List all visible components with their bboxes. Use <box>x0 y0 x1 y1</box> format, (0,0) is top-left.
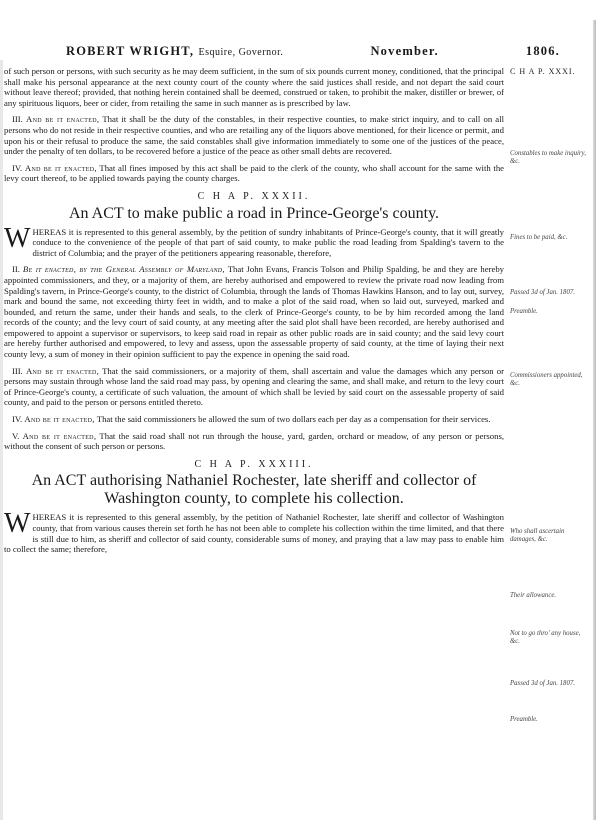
section-iii-damages <box>4 366 504 408</box>
main-text-column <box>4 66 504 561</box>
enacting-clause: And be it enacted, <box>26 114 100 125</box>
section-text: That the said road shall not run through the house, yard, garden, orchard or meadow, of any person or persons, without the consent of such person or persons. <box>4 430 504 452</box>
section-text: That it shall be the duty of the constables, in their respective counties, to make strict inquiry, and to call on all persons who do not reside in their respective counties, and who are retailing any of the liquors above mentioned, for their licence or permit, and upon his or their refusal to produce the same, the said constables shall give information immediately to some one of the justices of the peace, under the penalty of ten dollars, to be recovered before a justice of the peace as other small debts are recovered. <box>4 114 504 157</box>
margin-note-fines: Fines to be paid, &c. <box>510 234 568 241</box>
drop-cap: W <box>4 508 31 540</box>
header-month: November. <box>370 44 439 58</box>
act-title-xxxiii: An ACT authorising Nathaniel Rochester, late sheriff and collector of Washington county, to complete his collection. <box>31 472 477 508</box>
margin-note-not-to-go: Not to go thro' any house, &c. <box>510 630 581 645</box>
section-number: V. <box>12 430 20 441</box>
running-head <box>66 44 560 59</box>
section-number: II. <box>12 264 20 275</box>
margin-note-preamble-xxxii: Preamble. <box>510 308 538 315</box>
margin-note-allowance: Their allowance. <box>510 592 557 599</box>
section-text: That all fines imposed by this act shall be paid to the clerk of the county, who shall account for the same with the levy court thereof, to be applied towards paying the county charges. <box>4 162 505 184</box>
margin-note-constables: Constables to make inquiry, &c. <box>510 150 586 165</box>
enacting-clause: And be it enacted, <box>22 430 97 441</box>
enacting-clause: And be it enacted, <box>25 365 100 376</box>
preamble-text: HEREAS it is represented to this general assembly, by the petition of sundry inhabitants of Prince-George's county, that it will greatly conduce to the convenience of the people of that part of said county, to make public the road leading from Spalding's tavern to the district of Columbia; and the prayer of the petitioners appearing reasonable, therefore, <box>32 226 504 258</box>
header-year: 1806. <box>525 44 560 58</box>
section-text: That the said commissioners be allowed the sum of two dollars each per day as a compensation for their services. <box>96 414 491 425</box>
preamble-text: HEREAS it is represented to this general assembly, by the petition of Nathaniel Rochester, late sheriff and collector of Washington county, that from various causes therein set forth he has not been able to complete his collection within the time limited, and that there is still due to him, as sheriff and collector of said county, considerable sums of money, and praying that a law may pass to enable him to collect the same; therefore, <box>4 512 504 555</box>
margin-note-preamble-xxxiii: Preamble. <box>510 716 538 723</box>
paragraph-continuation: of such person or persons, with such security as he may deem sufficient, in the sum of six pounds current money, conditioned, that the principal shall make his personal appearance at the next county court of the county where the said justices shall reside, and not depart the said court without leave thereof; provided, that nothing herein contained shall be deemed, construed or taken, to prohibit the maker, distiller or brewer, of any spirituous liquors, beer or cider, from retailing the same in such manner as is prescribed by law. <box>4 66 504 108</box>
section-iv-fines <box>4 163 504 184</box>
section-ii-commissioners <box>4 264 504 359</box>
page-edge-shadow <box>0 60 3 820</box>
header-name <box>66 44 283 59</box>
section-text: That the said commissioners, or a majority of them, shall ascertain and value the damages which any person or persons may sustain through whose land the said road may pass, by opening and clearing the same, and shall make, and return to the levy court of Prince-George's county, a certificate of such valuation, the amount of which shall be levied by said court on the assessable property of said county, and paid to the person or persons entitled thereto. <box>4 365 504 408</box>
section-number: III. <box>12 365 23 376</box>
chapter-heading-xxxii: C H A P. XXXII. <box>197 190 311 202</box>
margin-chapter-xxxi: C H A P. XXXI. <box>510 67 576 76</box>
section-iii-constables <box>4 114 504 156</box>
drop-cap: W <box>4 222 31 254</box>
margin-note-passed-xxxiii: Passed 3d of Jan. 1807. <box>510 680 575 687</box>
margin-note-ascertain: Who shall ascertain damages, &c. <box>510 528 565 543</box>
page-binding-edge <box>593 20 596 820</box>
section-text: That John Evans, Francis Tolson and Philip Spalding, be and they are hereby appointed commissioners, and they, or a majority of them, are hereby authorised and empowered to review the private road now leading from Spalding's tavern, in Prince-George's county, to the district of Columbia, through the lands of Thomas Hawkins Hanson, and to lay out, survey, mark and bound the same, not exceeding thirty feet in width, and to make a plot of the said road, when so laid out, surveyed, marked and bounded, and return the same, under their hands and seals, to the clerk of Prince-George's county, to be by him recorded among the land records of the county; and the levy court of said county, at any meeting after the said plot shall have been recorded, are hereby authorised and empowered to appoint a supervisor or supervisors, to keep said road in repair as other public roads are in said county; and the said levy court are hereby further authorised and empowered, to levy and assess, upon the assessable property of said county, at the time of laying their next county levy, a sum of money in their opinion sufficient to pay the expence in opening the said road. <box>4 264 505 360</box>
section-v-road-route <box>4 431 504 452</box>
act-title-xxxii: An ACT to make public a road in Prince-George's county. <box>68 204 440 222</box>
margin-note-passed-xxxii: Passed 3d of Jan. 1807. <box>510 289 575 296</box>
preamble-xxxiii <box>4 508 504 555</box>
section-number: IV. <box>12 414 23 425</box>
enacting-clause: And be it enacted, <box>24 162 97 173</box>
enacting-clause: Be it enacted, by the General Assembly of Maryland, <box>22 264 225 275</box>
chapter-heading-xxxiii: C H A P. XXXIII. <box>194 458 314 470</box>
preamble-xxxii <box>4 222 504 259</box>
enacting-clause: And be it enacted, <box>24 414 95 425</box>
section-number: III. <box>12 114 23 125</box>
margin-note-commissioners: Commissioners appointed, &c. <box>510 372 583 387</box>
header-name-text: ROBERT WRIGHT, <box>66 44 195 58</box>
header-title-text: Esquire, Governor. <box>198 47 284 58</box>
section-number: IV. <box>12 162 23 173</box>
section-iv-allowance <box>4 414 504 425</box>
